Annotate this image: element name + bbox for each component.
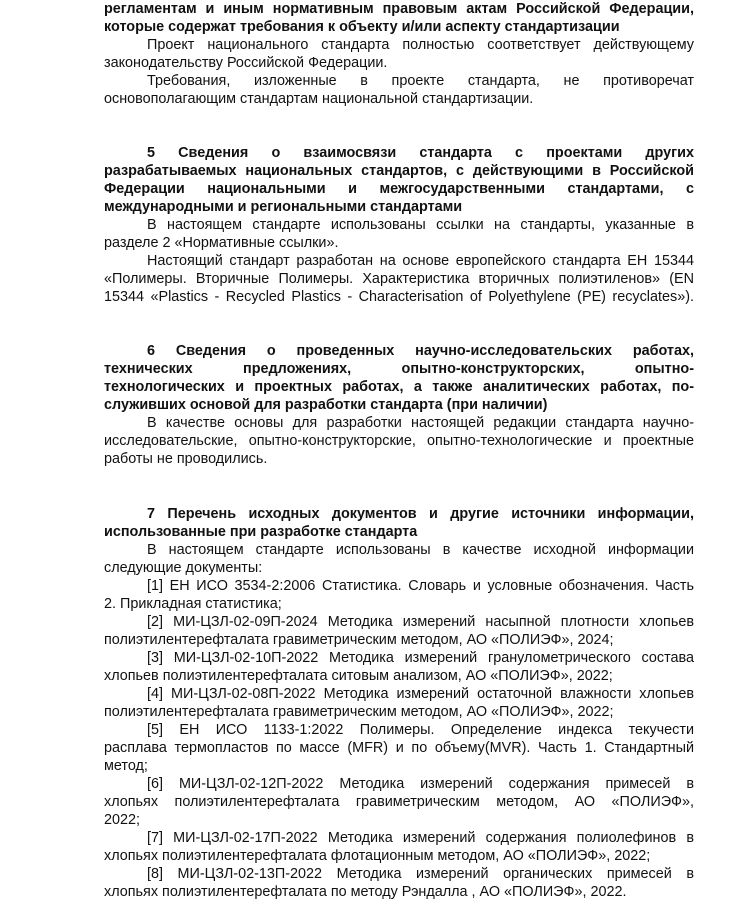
- paragraph-line: Требования, изложенные в проекте стандарта, не противоречат: [147, 73, 694, 89]
- reference-line: [2] МИ-ЦЗЛ-02-09П-2024 Методика измерений насыпной плотности хлопьев: [147, 614, 694, 630]
- reference-line: метод;: [104, 758, 148, 774]
- section6-heading-line: служивших основой для разработки стандарта (при наличии): [104, 397, 548, 413]
- reference-line: [3] МИ-ЦЗЛ-02-10П-2022 Методика измерений гранулометрического состава: [147, 650, 694, 666]
- section7-heading-line: 7 Перечень исходных документов и другие источники информации,: [147, 506, 694, 522]
- reference-line: 2. Прикладная статистика;: [104, 596, 282, 612]
- reference-line: хлопьях полиэтилентерефталата флотационным методом, АО «ПОЛИЭФ», 2022;: [104, 848, 651, 864]
- paragraph-line: работы не проводились.: [104, 451, 268, 467]
- paragraph-line: В настоящем стандарте использованы ссылки на стандарты, указанные в: [147, 217, 694, 233]
- section5-heading-line: разрабатываемых национальных стандартов, с действующими в Российской: [104, 163, 694, 179]
- reference-line: расплава термопластов по массе (MFR) и по объему(MVR). Часть 1. Стандартный: [104, 740, 694, 756]
- paragraph-line: «Полимеры. Вторичные Полимеры. Характеристика вторичных полиэтиленов» (EN: [104, 271, 694, 287]
- reference-line: [6] МИ-ЦЗЛ-02-12П-2022 Методика измерений содержания примесей в: [147, 776, 694, 792]
- paragraph-line: исследовательские, опытно-конструкторские, опытно-технологические и проектные: [104, 433, 694, 449]
- reference-line: полиэтилентерефталата гравиметрическим методом, АО «ПОЛИЭФ», 2024;: [104, 632, 614, 648]
- paragraph-line: разделе 2 «Нормативные ссылки».: [104, 235, 339, 251]
- section4-heading-line: регламентам и иным нормативным правовым актам Российской Федерации,: [104, 1, 694, 17]
- paragraph-line: следующие документы:: [104, 560, 263, 576]
- section5-heading-line: Федерации национальными и межгосударственными стандартами, с: [104, 181, 694, 197]
- reference-line: [8] МИ-ЦЗЛ-02-13П-2022 Методика измерений органических примесей в: [147, 866, 694, 882]
- section6-heading-line: технологических и проектных работах, а также аналитических работах, по-: [104, 379, 694, 395]
- paragraph-line: Проект национального стандарта полностью соответствует действующему: [147, 37, 694, 53]
- section5-heading-line: 5 Сведения о взаимосвязи стандарта с проектами других: [147, 145, 694, 161]
- reference-line: [4] МИ-ЦЗЛ-02-08П-2022 Методика измерений остаточной влажности хлопьев: [147, 686, 694, 702]
- paragraph-line: В настоящем стандарте использованы в качестве исходной информации: [147, 542, 694, 558]
- section4-heading-line: которые содержат требования к объекту и/или аспекту стандартизации: [104, 19, 620, 35]
- section6-heading-line: технических предложениях, опытно-конструкторских, опытно-: [104, 361, 694, 377]
- paragraph-line: основополагающим стандартам национальной стандартизации.: [104, 91, 534, 107]
- paragraph-line: 15344 «Plastics - Recycled Plastics - Characterisation of Polyethylene (PE) recyclates»).: [104, 289, 694, 305]
- section7-heading-line: использованные при разработке стандарта: [104, 524, 418, 540]
- paragraph-line: Настоящий стандарт разработан на основе европейского стандарта ЕН 15344: [147, 253, 694, 269]
- reference-line: хлопьев полиэтилентерефталата ситовым анализом, АО «ПОЛИЭФ», 2022;: [104, 668, 613, 684]
- reference-line: [5] ЕН ИСО 1133-1:2022 Полимеры. Определение индекса текучести: [147, 722, 694, 738]
- reference-line: 2022;: [104, 812, 141, 828]
- reference-line: [7] МИ-ЦЗЛ-02-17П-2022 Методика измерений содержания полиолефинов в: [147, 830, 694, 846]
- reference-line: хлопьях полиэтилентерефталата по методу Рэндалла , АО «ПОЛИЭФ», 2022.: [104, 884, 627, 900]
- paragraph-line: законодательству Российской Федерации.: [104, 55, 388, 71]
- paragraph-line: В качестве основы для разработки настоящей редакции стандарта научно-: [147, 415, 694, 431]
- section5-heading-line: международными и региональными стандартами: [104, 199, 463, 215]
- reference-line: хлопьях полиэтилентерефталата гравиметрическим методом, АО «ПОЛИЭФ»,: [104, 794, 694, 810]
- section6-heading-line: 6 Сведения о проведенных научно-исследовательских работах,: [147, 343, 694, 359]
- reference-line: полиэтилентерефталата гравиметрическим методом, АО «ПОЛИЭФ», 2022;: [104, 704, 614, 720]
- reference-line: [1] ЕН ИСО 3534-2:2006 Статистика. Словарь и условные обозначения. Часть: [147, 578, 694, 594]
- document-page: [104, 0, 694, 901]
